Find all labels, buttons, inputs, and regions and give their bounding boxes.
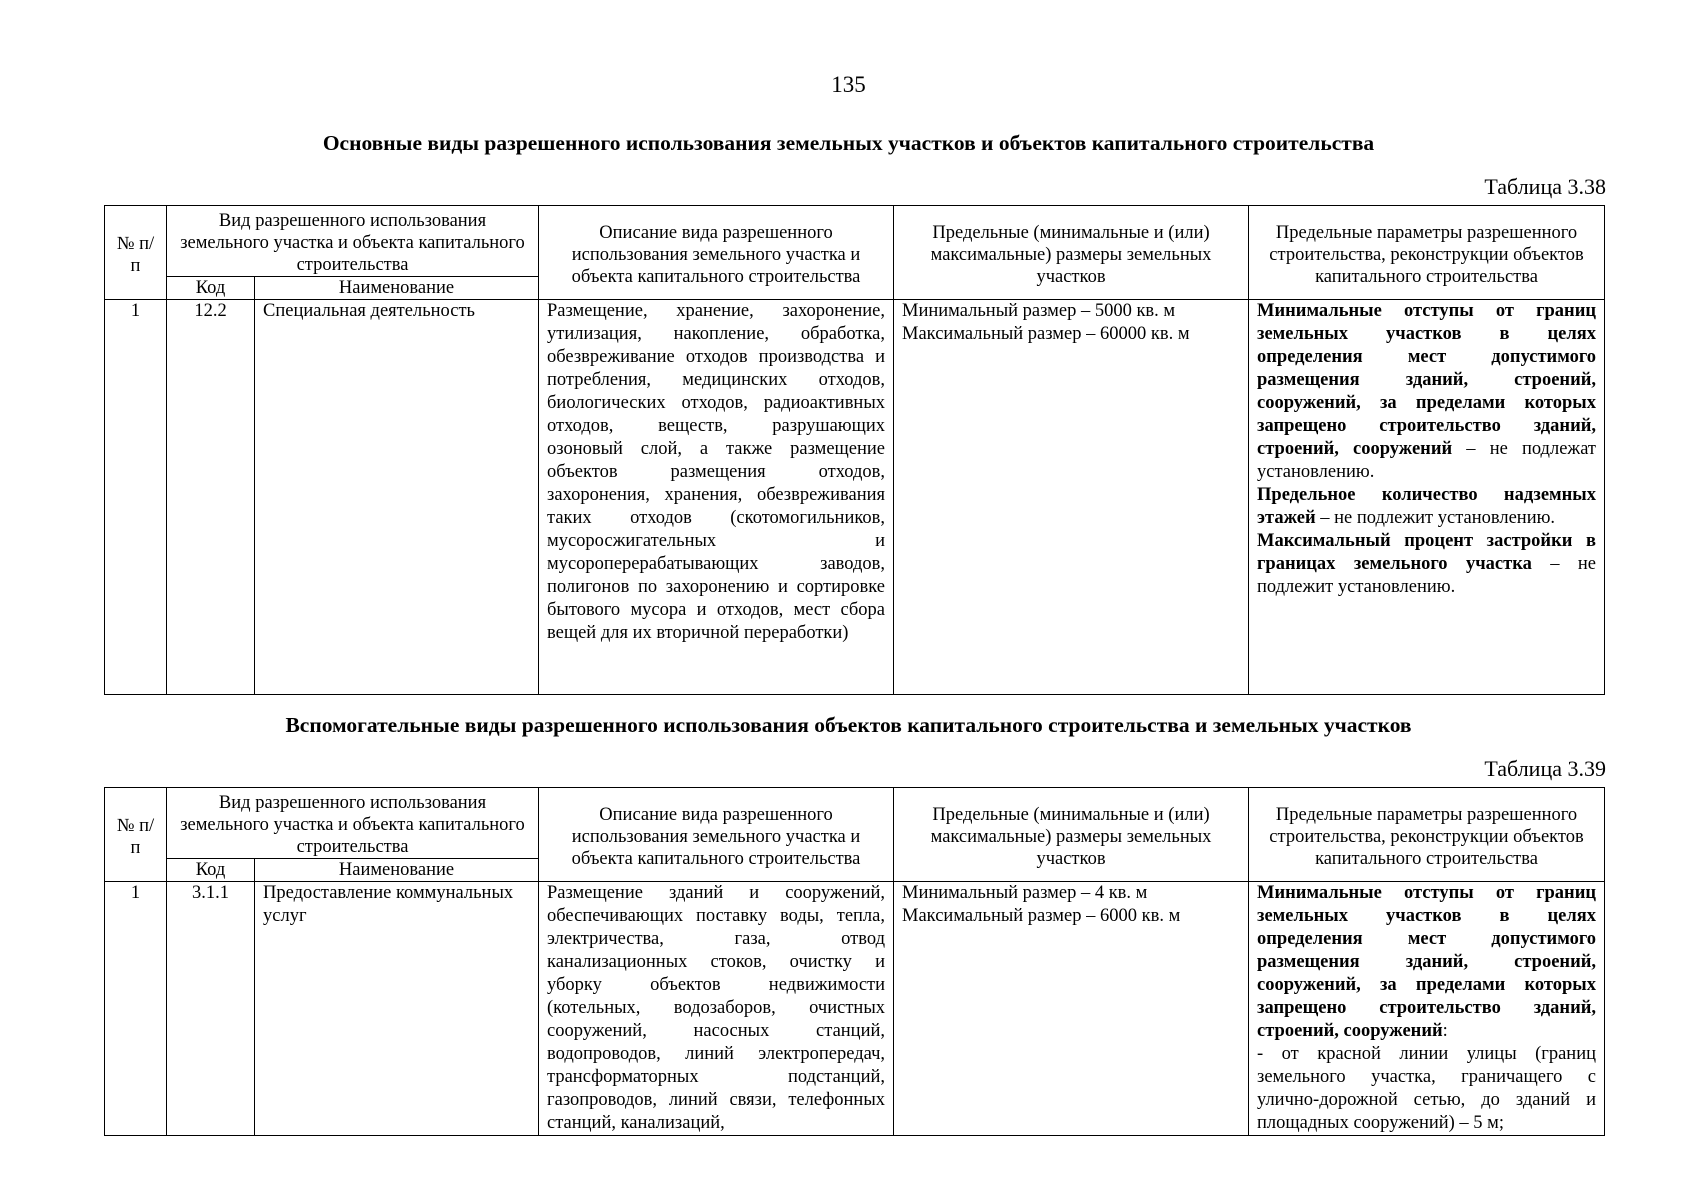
section-heading-auxiliary: Вспомогательные виды разрешенного использования объектов капитального строительства и земельных участков [285,713,1412,737]
param-setbacks-value: – не подлежат установлению. [1257,439,1597,482]
table-3-38 [104,205,1605,695]
header-construction-params: Предельные параметры разрешенного строительства, реконструкции объектов капитального строительства [1249,788,1605,882]
table-caption-3-38: Таблица 3.38 [1484,174,1606,199]
table-caption-3-39: Таблица 3.39 [1484,756,1606,781]
header-construction-params: Предельные параметры разрешенного строительства, реконструкции объектов капитального строительства [1249,206,1605,300]
row-number: 1 [105,882,167,1136]
header-number: № п/п [105,788,167,882]
param-red-line-setback: - от красной линии улицы (границ земельного участка, граничащего с улично-дорожной сетью, до зданий и площадных сооружений) – 5 м; [1257,1044,1597,1133]
min-size: Минимальный размер – 4 кв. м [902,883,1148,903]
row-description: Размещение зданий и сооружений, обеспечивающих поставку воды, тепла, электричества, газа, отвод канализационных стоков, очистку и уборку объектов недвижимости (котельных, водозаборов, очистных сооружений, насосных станций, водопроводов, линий электропередач, трансформаторных подстанций, газопроводов, линий связи, телефонных станций, канализаций, [539,882,894,1136]
row-plot-sizes [894,300,1249,695]
min-size: Минимальный размер – 5000 кв. м [902,301,1176,321]
param-floors-value: – не подлежит установлению. [1315,508,1556,528]
row-code: 12.2 [167,300,255,695]
param-setbacks-label: Минимальные отступы от границ земельных участков в целях определения мест допустимого размещения зданий, строений, сооружений, за пределами которых запрещено строительство зданий, строений, сооружений [1257,301,1597,459]
header-use-kind: Вид разрешенного использования земельного участка и объекта капитального строительства [167,206,539,277]
table-3-39 [104,787,1605,1136]
row-plot-sizes [894,882,1249,1136]
row-code: 3.1.1 [167,882,255,1136]
max-size: Максимальный размер – 60000 кв. м [902,324,1190,344]
param-coverage-label: Максимальный процент застройки в границах земельного участка [1257,531,1597,574]
param-setbacks-label: Минимальные отступы от границ земельных участков в целях определения мест допустимого размещения зданий, строений, сооружений, за пределами которых запрещено строительство зданий, строений, сооружений [1257,883,1597,1041]
row-construction-params [1249,882,1605,1136]
header-use-kind: Вид разрешенного использования земельного участка и объекта капитального строительства [167,788,539,859]
header-plot-sizes: Предельные (минимальные и (или) максимальные) размеры земельных участков [894,206,1249,300]
header-number: № п/п [105,206,167,300]
section-heading-main: Основные виды разрешенного использования земельных участков и объектов капитального строительства [322,131,1375,155]
param-setbacks-value: : [1442,1021,1448,1041]
table-row [105,300,1605,695]
header-code: Код [167,277,255,300]
row-name: Предоставление коммунальных услуг [255,882,539,1136]
max-size: Максимальный размер – 6000 кв. м [902,906,1181,926]
header-name: Наименование [255,277,539,300]
row-construction-params [1249,300,1605,695]
header-description: Описание вида разрешенного использования земельного участка и объекта капитального строительства [539,788,894,882]
page-number: 135 [831,72,866,97]
header-plot-sizes: Предельные (минимальные и (или) максимальные) размеры земельных участков [894,788,1249,882]
header-code: Код [167,859,255,882]
param-floors-label: Предельное количество надземных этажей [1257,485,1597,528]
row-description: Размещение, хранение, захоронение, утилизация, накопление, обработка, обезвреживание отходов производства и потребления, медицинских отходов, биологических отходов, радиоактивных отходов, веществ, разрушающих озоновый слой, а также размещение объектов размещения отходов, захоронения, хранения, обезвреживания таких отходов (скотомогильников, мусоросжигательных и мусороперерабатывающих заводов, полигонов по захоронению и сортировке бытового мусора и отходов, мест сбора вещей для их вторичной переработки) [539,300,894,695]
row-name: Специальная деятельность [255,300,539,695]
row-number: 1 [105,300,167,695]
table-row [105,882,1605,1136]
header-name: Наименование [255,859,539,882]
param-coverage-value: – не подлежит установлению. [1257,554,1597,597]
header-description: Описание вида разрешенного использования земельного участка и объекта капитального строительства [539,206,894,300]
